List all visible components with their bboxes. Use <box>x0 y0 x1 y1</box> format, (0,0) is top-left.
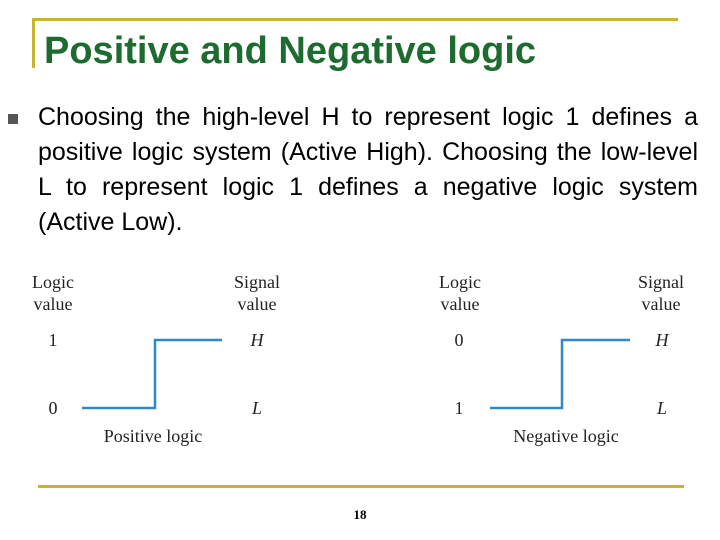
signal-value-top: H <box>250 330 264 350</box>
signal-value-top: H <box>655 330 669 350</box>
signal-heading-line-1: Signal <box>637 272 685 292</box>
signal-heading-line-2: value <box>641 294 681 314</box>
left-rule <box>32 18 35 68</box>
square-bullet-icon <box>8 114 18 124</box>
positive-logic-diagram <box>32 272 280 446</box>
bullet-text: Choosing the high-level H to represent logic 1 defines a positive logic system (Active High). Choosing the low-level L to represent logic 1 defines a negative logic system (Active Low). <box>38 103 698 236</box>
logic-diagrams <box>0 268 720 458</box>
top-rule <box>32 18 678 21</box>
slide-title: Positive and Negative logic <box>44 30 537 72</box>
page-number: 18 <box>353 507 367 522</box>
logic-heading-line-2: value <box>33 294 73 314</box>
logic-value-top: 0 <box>454 330 464 350</box>
positive-logic-caption: Positive logic <box>103 426 203 446</box>
signal-heading-line-1: Signal <box>233 272 281 292</box>
logic-value-bottom: 1 <box>454 398 464 418</box>
negative-logic-diagram <box>439 272 684 446</box>
logic-value-top: 1 <box>48 330 58 350</box>
bottom-rule <box>38 485 684 488</box>
logic-heading-line-2: value <box>440 294 480 314</box>
signal-value-bottom: L <box>656 398 668 418</box>
positive-logic-step-line <box>82 340 222 408</box>
logic-heading-line-1: Logic <box>439 272 481 292</box>
logic-heading-line-1: Logic <box>32 272 74 292</box>
logic-value-bottom: 0 <box>48 398 58 418</box>
signal-value-bottom: L <box>251 398 263 418</box>
negative-logic-caption: Negative logic <box>513 426 619 446</box>
signal-heading-line-2: value <box>237 294 277 314</box>
negative-logic-step-line <box>490 340 630 408</box>
